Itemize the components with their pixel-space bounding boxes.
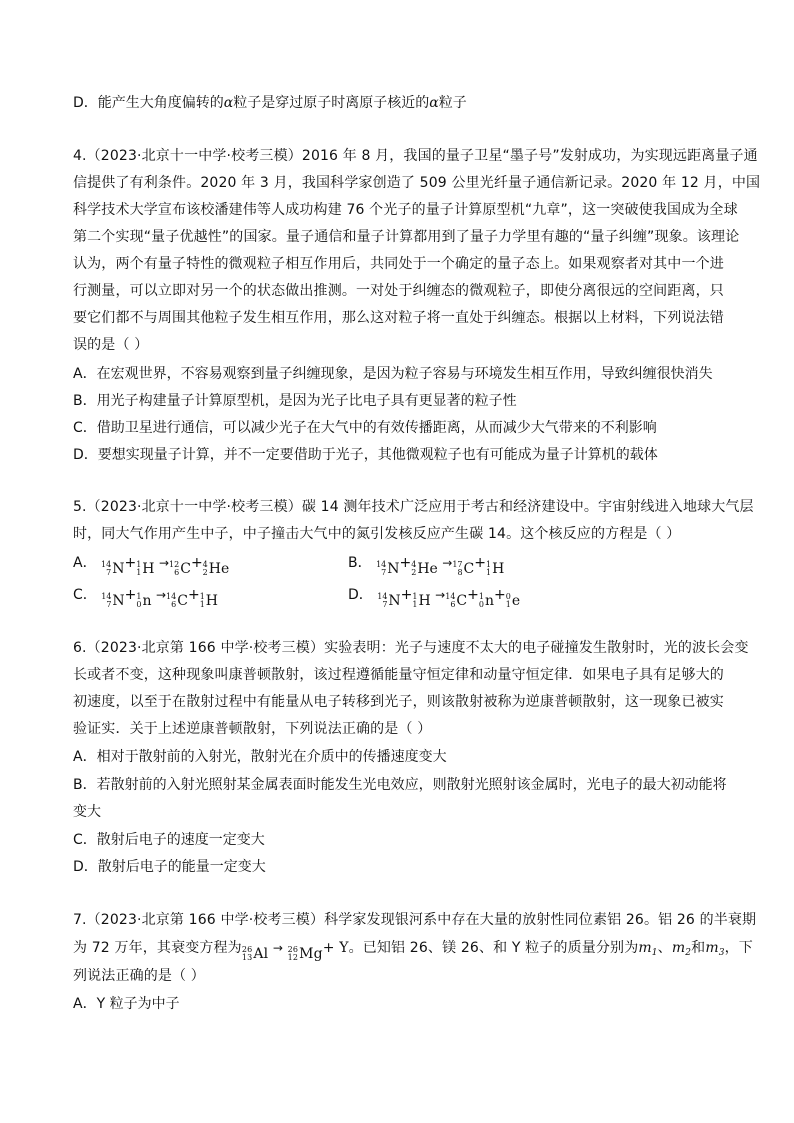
- option-d[interactable]: D． 14 7 N + 1 1 H → 14 6 C + 1 0 n + 0 1 e: [348, 587, 521, 609]
- question-stem-line: 7.（2023·北京第 166 中学·校考三模）科学家发现银河系中存在大量的放射性同位素铝 26。铝 26 的半衰期: [73, 912, 757, 928]
- option-d[interactable]: D．要想实现量子计算，并不一定要借助于光子，其他微观粒子也有可能成为量子计算机的载体: [73, 447, 658, 463]
- nuclide-proton: 1 1 H: [199, 592, 218, 609]
- question-stem-line: 列说法正确的是（ ）: [73, 968, 205, 984]
- question-stem-line: 6.（2023·北京第 166 中学·校考三模）实验表明：光子与速度不太大的电子碰撞发生散射时，光的波长会变: [73, 640, 749, 656]
- option-c[interactable]: C．借助卫星进行通信，可以减少光子在大气中的有效传播距离，从而减少大气带来的不利影响: [73, 420, 657, 436]
- question-stem-line: 时，同大气作用产生中子，中子撞击大气中的氮引发核反应产生碳 14。这个核反应的方程是（ ）: [73, 526, 681, 542]
- alpha-symbol: α: [223, 95, 234, 111]
- option-a[interactable]: A．相对于散射前的入射光，散射光在介质中的传播速度变大: [73, 749, 447, 765]
- nuclide-proton: 1 1 H: [485, 560, 505, 577]
- mass-m2: $m_2$: [671, 940, 692, 958]
- question-stem-line: 行测量，可以立即对另一个的状态做出推测。一对处于纠缠态的微观粒子，即使分离很远的空间距离，只: [73, 283, 724, 299]
- question-stem-line: 验证实．关于上述逆康普顿散射，下列说法正确的是（ ）: [73, 721, 432, 737]
- option-label: C．: [73, 587, 97, 603]
- question-stem-line: 误的是（ ）: [73, 337, 149, 353]
- particle-y: + Y: [322, 940, 349, 956]
- nuclide-carbon: 14 6 C: [445, 592, 468, 609]
- option-d[interactable]: D．散射后电子的能量一定变大: [73, 859, 266, 875]
- mass-m1: $m_1$: [638, 940, 658, 958]
- question-stem-line: 第二个实现“量子优越性”的国家。量子通信和量子计算都用到了量子力学里有趣的“量子纠缠”现象。该理论: [73, 229, 740, 245]
- nuclide-carbon: 14 6 C: [166, 592, 188, 609]
- option-label: A．: [73, 555, 97, 571]
- option-a[interactable]: A．在宏观世界，不容易观察到量子纠缠现象，是因为粒子容易与环境发生相互作用，导致纠缠很快消失: [73, 366, 713, 382]
- option-c[interactable]: C．散射后电子的速度一定变大: [73, 832, 265, 848]
- option-text: 粒子是穿过原子时离原子核近的: [233, 95, 430, 111]
- option-text: D．能产生大角度偏转的: [73, 95, 224, 111]
- alpha-symbol: α: [429, 95, 439, 111]
- question-stem-line: 初速度，以至于在散射过程中有能量从电子转移到光子，则该散射被称为逆康普顿散射，这一现象已被实: [73, 694, 724, 710]
- option-b-continuation: 变大: [73, 804, 101, 820]
- option-b[interactable]: B．用光子构建量子计算原型机，是因为光子比电子具有更显著的粒子性: [73, 393, 517, 409]
- nuclide-positron: 0 1 e: [505, 592, 521, 609]
- nuclide-neutron: 1 0 n: [136, 592, 152, 609]
- nuclide-carbon: 12 6 C: [169, 560, 191, 577]
- nuclide-nitrogen: 14 7 N: [376, 560, 400, 577]
- nuclide-nitrogen: 14 7 N: [377, 592, 401, 609]
- option-b[interactable]: B． 14 7 N + 4 2 He → 17 8 C + 1 1 H: [348, 555, 505, 577]
- question-stem-line: 科学技术大学宣布该校潘建伟等人成功构建 76 个光子的量子计算原型机“九章”，这一突破使我国成为全球: [73, 202, 738, 218]
- nuclide-aluminum: 26 13 Al: [241, 945, 269, 962]
- reaction-arrow: →: [435, 588, 446, 602]
- reaction-arrow: →: [442, 556, 453, 570]
- nuclide-magnesium: 26 12 Mg: [287, 945, 323, 962]
- question-stem-line: 认为，两个有量子特性的微观粒子相互作用后，共同处于一个确定的量子态上。如果观察者对其中一个进: [73, 256, 724, 272]
- reaction-arrow: →: [155, 588, 167, 602]
- question-stem-line-equation: 为 72 万年，其衰变方程为 26 13 Al → 26 12 Mg + Y。已知铝 26、镁 26、和 Y 粒子的质量分别为$m_1$、$m_2$和$m_3$，下: [73, 940, 753, 962]
- question-stem-line: 5.（2023·北京十一中学·校考三模）碳 14 测年技术广泛应用于考古和经济建设中。宇宙射线进入地球大气层: [73, 499, 754, 515]
- option-c[interactable]: C． 14 7 N + 1 0 n → 14 6 C + 1 1 H: [73, 587, 218, 609]
- nuclide-carbon: 17 8 C: [452, 560, 475, 577]
- option-label: D．: [348, 587, 373, 603]
- nuclide-nitrogen: 14 7 N: [101, 560, 125, 577]
- option-label: B．: [348, 555, 372, 571]
- option-a[interactable]: A． 14 7 N + 1 1 H → 12 6 C + 4 2 He: [73, 555, 230, 577]
- option-text: 粒子: [438, 95, 467, 111]
- question-stem-line: 4.（2023·北京十一中学·校考三模）2016 年 8 月，我国的量子卫星“墨子号”发射成功，为实现远距离量子通: [73, 148, 758, 164]
- nuclide-helium: 4 2 He: [411, 560, 438, 577]
- nuclide-proton: 1 1 H: [412, 592, 431, 609]
- reaction-arrow: →: [158, 556, 170, 570]
- option-b[interactable]: B．若散射前的入射光照射某金属表面时能发生光电效应，则散射光照射该金属时，光电子的最大初动能将: [73, 777, 727, 793]
- prev-question-option-d[interactable]: [73, 93, 467, 113]
- question-stem-line: 信提供了有利条件。2020 年 3 月，我国科学家创造了 509 公里光纤量子通信新记录。2020 年 12 月，中国: [73, 175, 761, 191]
- nuclide-nitrogen: 14 7 N: [101, 592, 125, 609]
- nuclide-neutron: 1 0 n: [478, 592, 494, 609]
- nuclide-helium: 4 2 He: [202, 560, 230, 577]
- nuclide-proton: 1 1 H: [136, 560, 155, 577]
- mass-m3: $m_3$: [705, 940, 725, 958]
- question-stem-line: 长或者不变，这种现象叫康普顿散射，该过程遵循能量守恒定律和动量守恒定律．如果电子具有足够大的: [73, 667, 724, 683]
- reaction-arrow: →: [272, 941, 284, 955]
- option-a[interactable]: A．Y 粒子为中子: [73, 996, 180, 1012]
- question-stem-line: 要它们都不与周围其他粒子发生相互作用，那么这对粒子将一直处于纠缠态。根据以上材料，下列说法错: [73, 310, 724, 326]
